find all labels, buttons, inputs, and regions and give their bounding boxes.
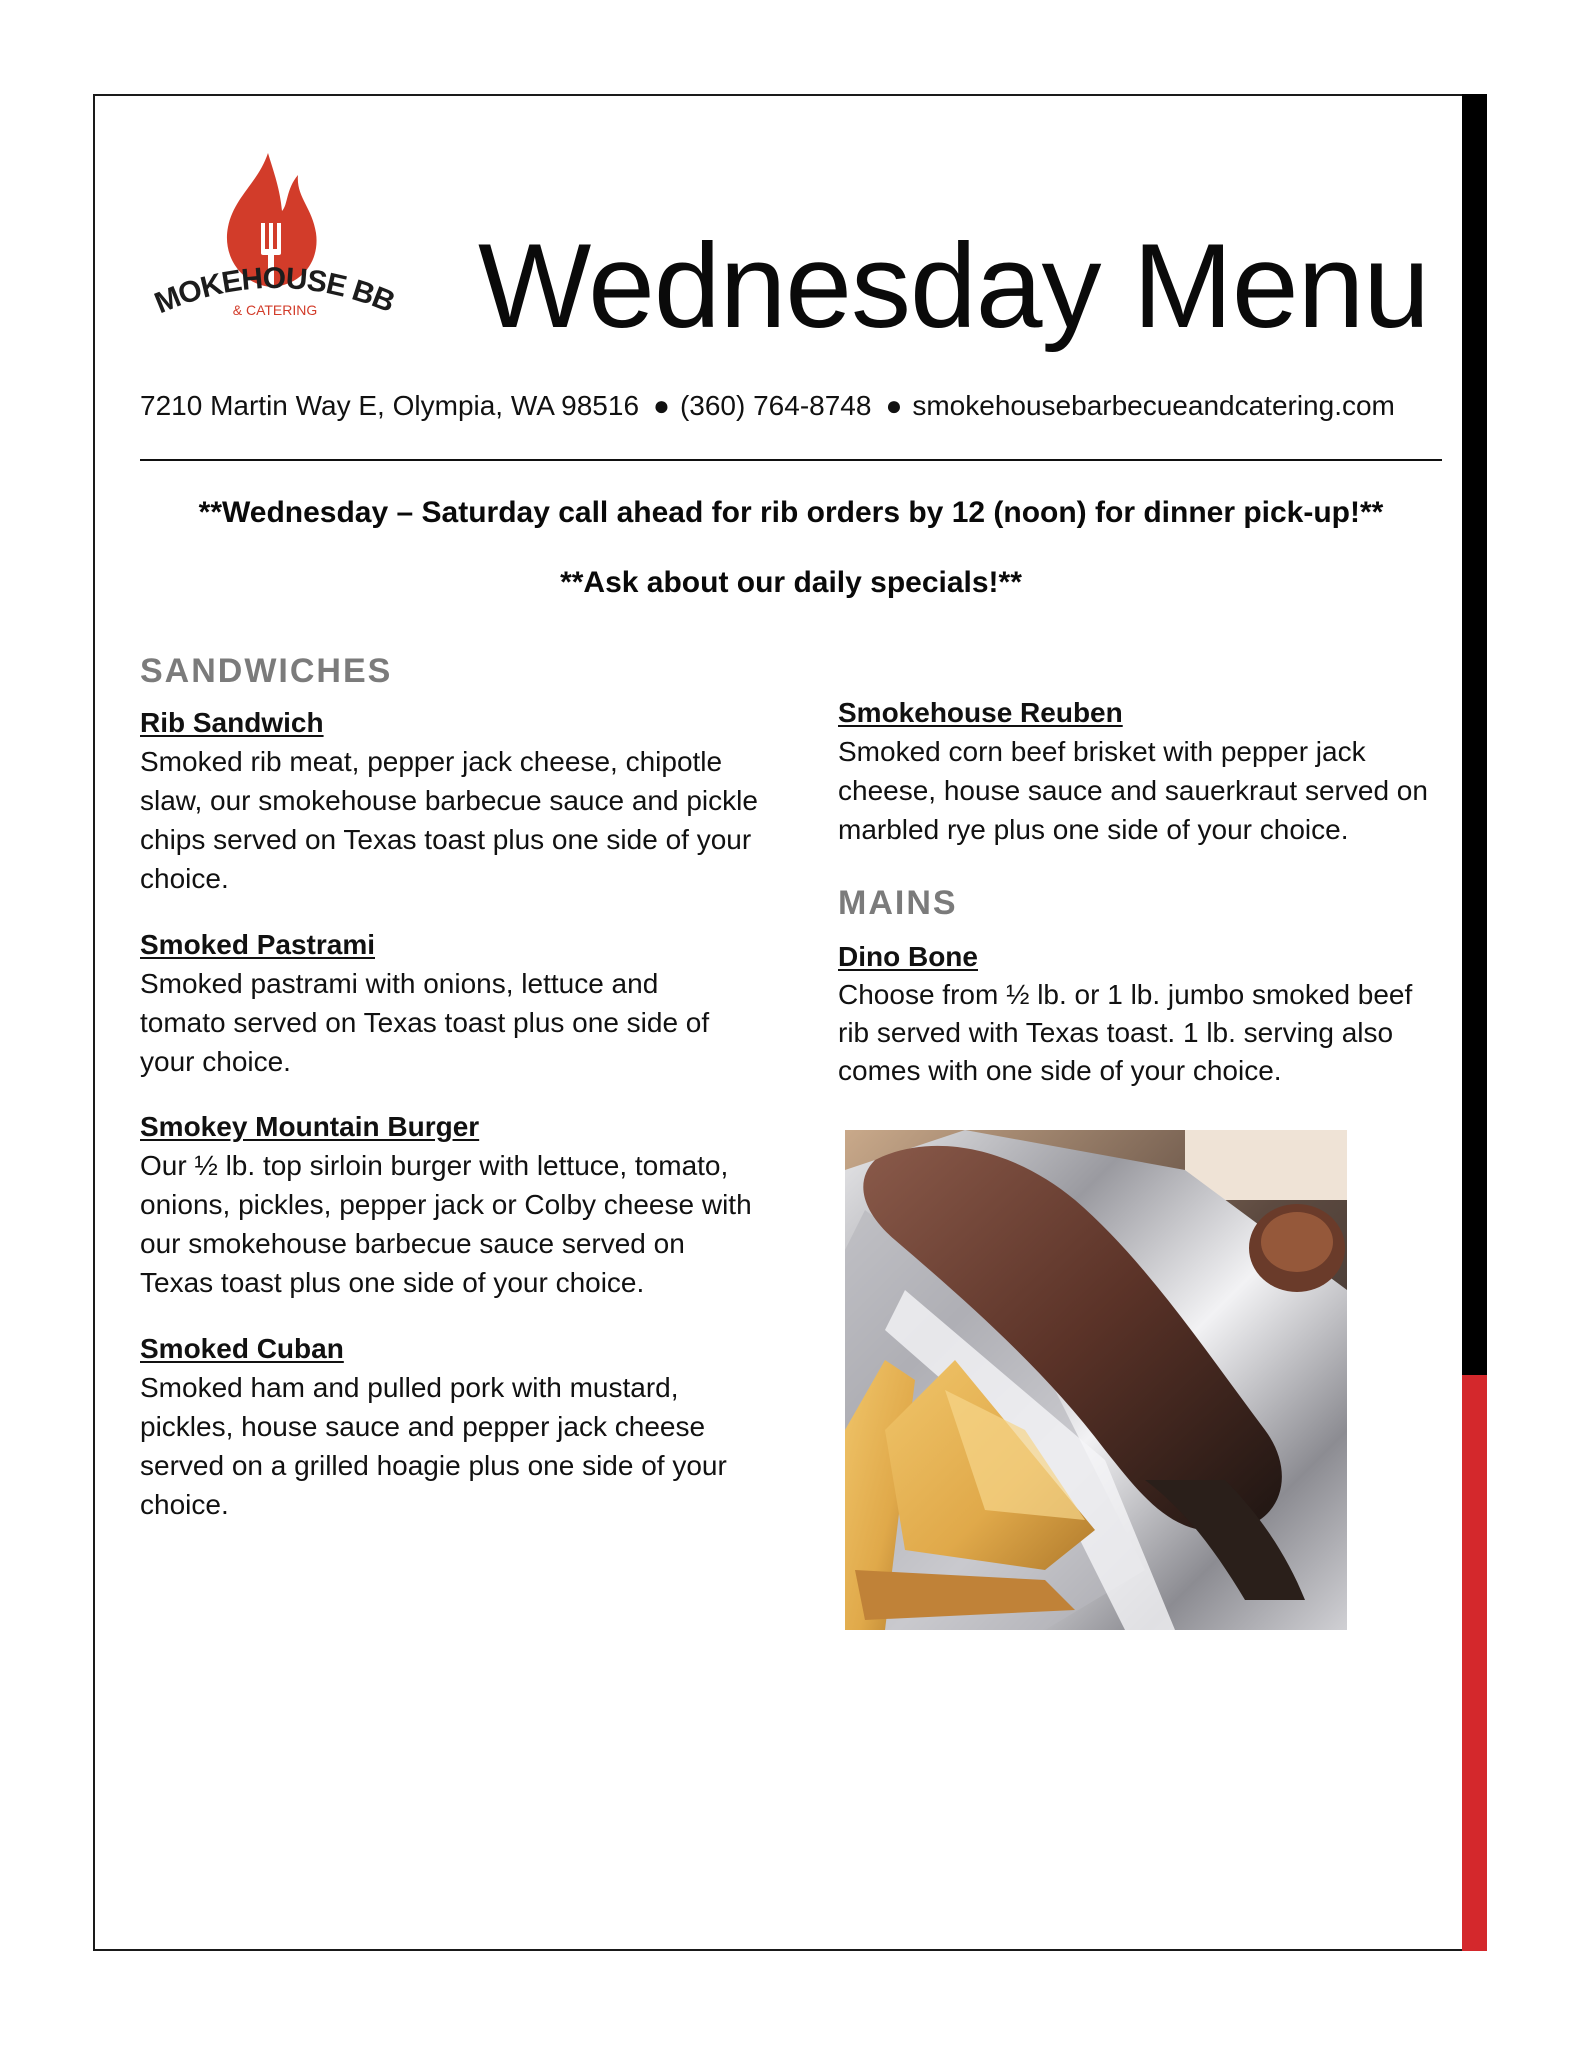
side-accent-bar-red — [1462, 1375, 1487, 1951]
item-name: Rib Sandwich — [140, 707, 324, 738]
daily-specials-notice: **Ask about our daily specials!** — [560, 566, 1022, 599]
phone-text: (360) 764-8748 — [679, 390, 872, 421]
menu-item-smoked-pastrami — [140, 926, 740, 1081]
rib-order-notice: **Wednesday – Saturday call ahead for rib orders by 12 (noon) for dinner pick-up!** — [198, 496, 1384, 529]
item-description: Choose from ½ lb. or 1 lb. jumbo smoked beef rib served with Texas toast. 1 lb. serving also comes with one side of your choice. — [838, 979, 1413, 1086]
item-description: Smoked rib meat, pepper jack cheese, chipotle slaw, our smokehouse barbecue sauce and pickle chips served on Texas toast plus one side of your choice. — [140, 746, 758, 894]
item-description: Smoked ham and pulled pork with mustard, pickles, house sauce and pepper jack cheese served on a grilled hoagie plus one side of your choice. — [140, 1372, 727, 1520]
item-name: Dino Bone — [838, 941, 978, 972]
bullet-separator: ● — [653, 390, 670, 421]
flame-fork-icon — [150, 145, 400, 335]
item-description: Our ½ lb. top sirloin burger with lettuce, tomato, onions, pickles, pepper jack or Colby cheese with our smokehouse barbecue sauce served on Texas toast plus one side of your choice. — [140, 1150, 752, 1298]
menu-item-smokey-mountain-burger — [140, 1108, 760, 1302]
item-name: Smoked Cuban — [140, 1333, 344, 1364]
bullet-separator: ● — [885, 390, 903, 421]
address-text: 7210 Martin Way E, Olympia, WA 98516 — [140, 390, 640, 421]
header-divider — [140, 459, 1442, 461]
website-text: smokehousebarbecueandcatering.com — [912, 390, 1395, 421]
item-description: Smoked pastrami with onions, lettuce and tomato served on Texas toast plus one side of your choice. — [140, 968, 710, 1077]
sandwiches-heading: SANDWICHES — [140, 652, 393, 690]
item-name: Smokey Mountain Burger — [140, 1111, 480, 1142]
menu-item-smokehouse-reuben — [838, 694, 1448, 849]
menu-item-smoked-cuban — [140, 1330, 760, 1524]
side-accent-bar-black — [1462, 94, 1487, 1375]
item-description: Smoked corn beef brisket with pepper jack cheese, house sauce and sauerkraut served on marbled rye plus one side of your choice. — [838, 736, 1428, 845]
page-title: Wednesday Menu — [478, 219, 1430, 353]
dino-bone-photo — [845, 1130, 1347, 1630]
contact-line — [140, 389, 1395, 423]
menu-item-dino-bone — [838, 938, 1438, 1090]
item-name: Smoked Pastrami — [140, 929, 375, 960]
logo-catering-text: & CATERING — [232, 302, 318, 318]
smokehouse-logo — [150, 145, 400, 335]
logo-brand-text: MOKEHOUSE BB — [150, 261, 399, 321]
item-name: Smokehouse Reuben — [838, 697, 1123, 728]
mains-heading: MAINS — [838, 884, 958, 922]
menu-item-rib-sandwich — [140, 704, 760, 898]
